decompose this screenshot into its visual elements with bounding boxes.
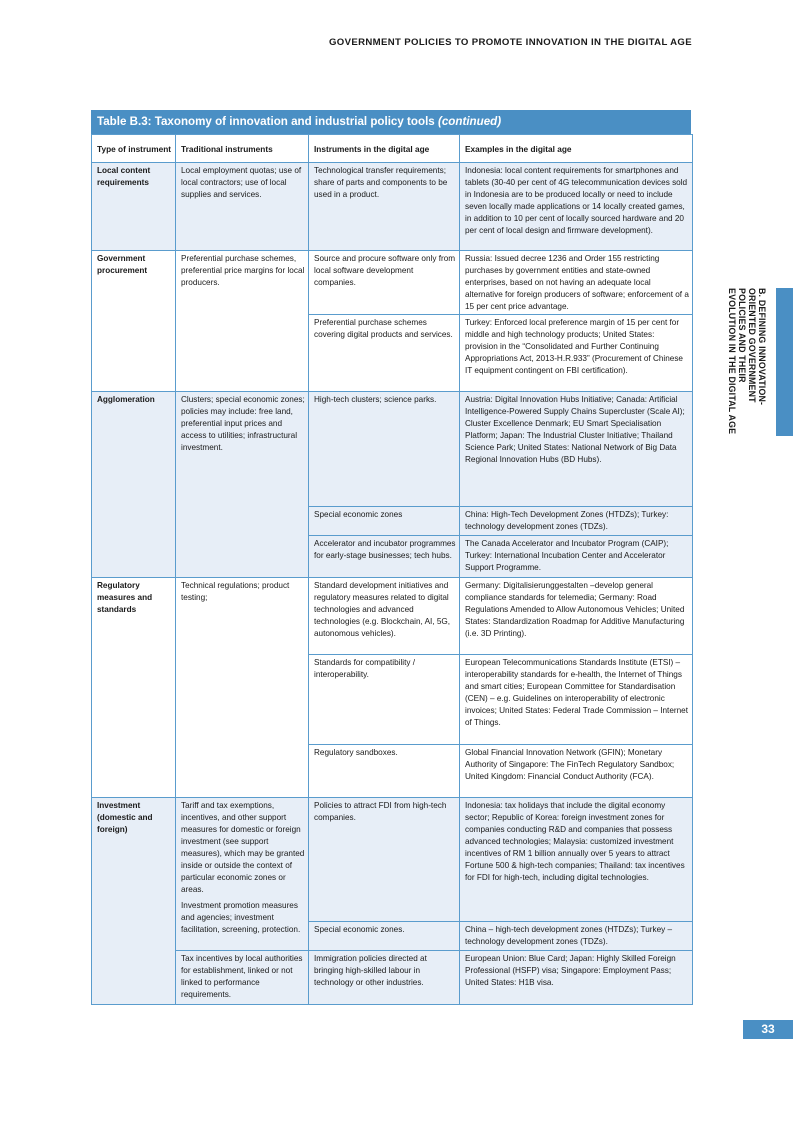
traditional-cell: Local employment quotas; use of local contractors; use of local supplies and services. bbox=[176, 163, 309, 251]
traditional-cell: Tax incentives by local authorities for establishment, linked or not linked to performance requirements. bbox=[176, 951, 309, 1005]
table-row bbox=[92, 578, 693, 655]
digital-cell: Source and procure software only from local software development companies. bbox=[309, 251, 460, 315]
digital-cell: Special economic zones. bbox=[309, 922, 460, 951]
table-header-row bbox=[92, 135, 693, 163]
table-row bbox=[92, 951, 693, 1005]
traditional-cell bbox=[176, 798, 309, 951]
type-cell: Investment (domestic and foreign) bbox=[92, 798, 176, 1005]
header-examples: Examples in the digital age bbox=[460, 135, 693, 163]
table-row bbox=[92, 251, 693, 315]
traditional-paragraph: Tariff and tax exemptions, incentives, and other support measures for domestic or foreign investment (see support measures), which may be granted inside or outside the context of particular economic zones or areas. bbox=[181, 801, 305, 894]
digital-cell: Technological transfer requirements; share of parts and components to be used in a product. bbox=[309, 163, 460, 251]
traditional-cell: Clusters; special economic zones; policies may include: free land, preferential input prices and access to utilities; infrastructural investment. bbox=[176, 392, 309, 578]
traditional-paragraph: Investment promotion measures and agencies; investment facilitation, screening, protection. bbox=[181, 901, 301, 934]
digital-cell: High-tech clusters; science parks. bbox=[309, 392, 460, 507]
examples-cell: European Telecommunications Standards Institute (ETSI) – interoperability standards for e-health, the Internet of Things and smart cities; European Committee for Standardisation (CEN) – e.g. Guidelines on interoperability of electronic invoices; United States: Federal Trade Commission – Internet of Things. bbox=[460, 655, 693, 745]
table-caption-continued: (continued) bbox=[437, 115, 502, 128]
examples-cell: The Canada Accelerator and Incubator Program (CAIP); Turkey: International Incubation Center and Accelerator Support Programme. bbox=[460, 536, 693, 578]
examples-cell: Austria: Digital Innovation Hubs Initiative; Canada: Artificial Intelligence-Powered Supply Chains Supercluster (Scale AI); Cluster Excellence Denmark; EU Smart Specialisation Platform; Japan: The Industrial Cluster Initiative; Thailand Science Park; United States: National Network of Big Data Regional Innovation Hubs (BD Hubs). bbox=[460, 392, 693, 507]
type-cell: Agglomeration bbox=[92, 392, 176, 578]
header-type: Type of instrument bbox=[92, 135, 176, 163]
header-digital: Instruments in the digital age bbox=[309, 135, 460, 163]
digital-cell: Policies to attract FDI from high-tech companies. bbox=[309, 798, 460, 922]
examples-cell: Global Financial Innovation Network (GFIN); Monetary Authority of Singapore: The FinTech Regulatory Sandbox; United Kingdom: Financial Conduct Authority (FCA). bbox=[460, 745, 693, 798]
table-caption-title: Table B.3: Taxonomy of innovation and industrial policy tools bbox=[97, 115, 435, 128]
digital-cell: Special economic zones bbox=[309, 507, 460, 536]
table-caption bbox=[91, 110, 691, 134]
examples-cell: Indonesia: local content requirements for smartphones and tablets (30-40 per cent of 4G telecommunication devices sold in Indonesia are to be produced locally or need to include seven locally made applications or 14 locally created games, in addition to 10 per cent of locally sourced hardware and 20 per cent of local design and firmware development). bbox=[460, 163, 693, 251]
page-number: 33 bbox=[743, 1020, 793, 1039]
examples-cell: Germany: Digitalisierunggestalten –develop general compliance standards for telemedia; Germany: Road Regulations Amended to Allow Autonomous Vehicles; United States: Standardization Roadmap for Additive Manufacturing (i.e. 3D Printing). bbox=[460, 578, 693, 655]
type-cell: Regulatory measures and standards bbox=[92, 578, 176, 798]
side-tab-marker bbox=[776, 288, 793, 436]
side-chapter-title bbox=[727, 288, 771, 436]
type-cell: Government procurement bbox=[92, 251, 176, 392]
examples-cell: Turkey: Enforced local preference margin of 15 per cent for middle and high technology products; United States: provision in the “Consolidated and Further Continuing Appropriations Act, 2013-H.R.933” (Procurement of Chinese IT equipment contingent on FBI certification). bbox=[460, 315, 693, 392]
type-cell: Local content requirements bbox=[92, 163, 176, 251]
digital-cell: Regulatory sandboxes. bbox=[309, 745, 460, 798]
digital-cell: Preferential purchase schemes covering digital products and services. bbox=[309, 315, 460, 392]
table-row bbox=[92, 163, 693, 251]
digital-cell: Immigration policies directed at bringing high-skilled labour in technology or other industries. bbox=[309, 951, 460, 1005]
digital-cell: Standards for compatibility / interoperability. bbox=[309, 655, 460, 745]
running-head: GOVERNMENT POLICIES TO PROMOTE INNOVATION IN THE DIGITAL AGE bbox=[328, 37, 692, 48]
taxonomy-table bbox=[91, 134, 693, 1005]
digital-cell: Accelerator and incubator programmes for early-stage businesses; tech hubs. bbox=[309, 536, 460, 578]
examples-cell: Russia: Issued decree 1236 and Order 155 restricting purchases by government entities and state-owned enterprises, based on not having an adequate local alternative for foreign producers of software; enforcement of a 15 per cent price advantage. bbox=[460, 251, 693, 315]
traditional-cell: Technical regulations; product testing; bbox=[176, 578, 309, 798]
table-row bbox=[92, 798, 693, 922]
header-traditional: Traditional instruments bbox=[176, 135, 309, 163]
traditional-cell: Preferential purchase schemes, preferential price margins for local producers. bbox=[176, 251, 309, 392]
examples-cell: China: High-Tech Development Zones (HTDZs); Turkey: technology development zones (TDZs). bbox=[460, 507, 693, 536]
side-chapter-text: B. DEFINING INNOVATION- ORIENTED GOVERNMENT POLICIES AND THEIR EVOLUTION IN THE DIGITAL AGE bbox=[727, 288, 767, 435]
examples-cell: Indonesia: tax holidays that include the digital economy sector; Republic of Korea: foreign investment zones for companies conducting R&D and companies that possess advanced technologies; Malaysia: customized investment incentives of RM 1 billion annually over 5 years to attract Fortune 500 & high-tech companies; Thailand: tax incentives for FDI for high-tech, including digital technologies. bbox=[460, 798, 693, 922]
digital-cell: Standard development initiatives and regulatory measures related to digital technologies and advanced technologies (e.g. Blockchain, AI, 5G, autonomous vehicles). bbox=[309, 578, 460, 655]
table-row bbox=[92, 392, 693, 507]
examples-cell: China – high-tech development zones (HTDZs); Turkey – technology development zones (TDZs). bbox=[460, 922, 693, 951]
examples-cell: European Union: Blue Card; Japan: Highly Skilled Foreign Professional (HSFP) visa; Singapore: Employment Pass; United States: H1B visa. bbox=[460, 951, 693, 1005]
